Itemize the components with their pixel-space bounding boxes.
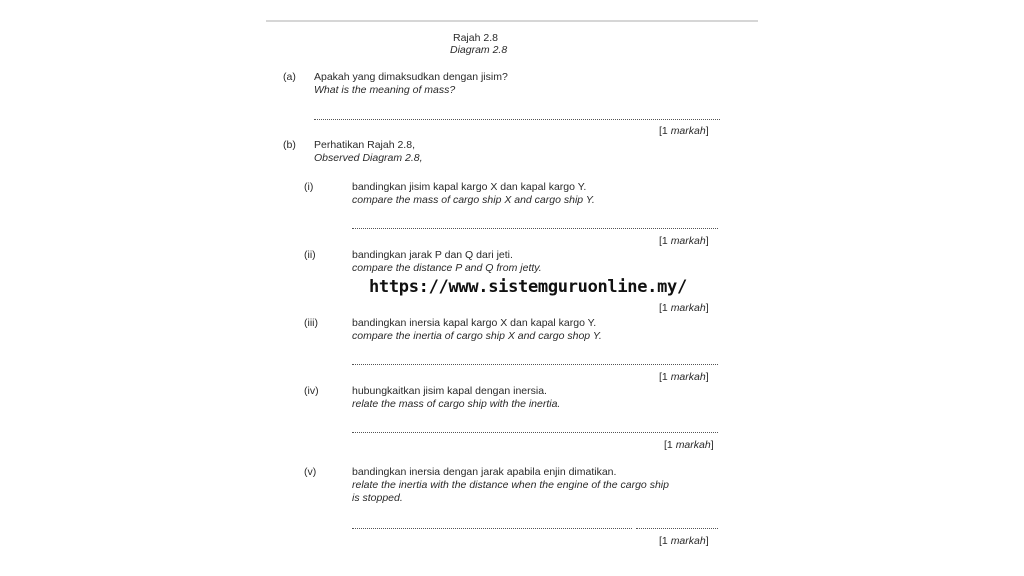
question-a-text-ms: Apakah yang dimaksudkan dengan jisim? <box>314 71 508 83</box>
question-b-ii-number: (ii) <box>304 249 316 261</box>
question-b-iii-number: (iii) <box>304 317 318 329</box>
answer-line-b-iii[interactable] <box>352 364 718 365</box>
question-b-iv-number: (iv) <box>304 385 319 397</box>
question-b-v-text-en-continued: is stopped. <box>352 492 403 504</box>
answer-line-b-i[interactable] <box>352 228 718 229</box>
question-b-iii-text-ms: bandingkan inersia kapal kargo X dan kapal kargo Y. <box>352 317 597 329</box>
question-a-text-en: What is the meaning of mass? <box>314 84 456 96</box>
marks-b-i: [1 markah] <box>659 235 709 247</box>
page-top-border <box>266 20 758 22</box>
answer-line-b-v-part2[interactable] <box>636 528 718 529</box>
marks-a: [1 markah] <box>659 125 709 137</box>
question-b-i-text-en: compare the mass of cargo ship X and cargo ship Y. <box>352 194 595 206</box>
question-b-iii-text-en: compare the inertia of cargo ship X and cargo shop Y. <box>352 330 602 342</box>
question-b-iv-text-ms: hubungkaitkan jisim kapal dengan inersia. <box>352 385 547 397</box>
answer-line-b-iv[interactable] <box>352 432 718 433</box>
marks-b-iii: [1 markah] <box>659 371 709 383</box>
question-b-i-text-ms: bandingkan jisim kapal kargo X dan kapal kargo Y. <box>352 181 587 193</box>
diagram-label-ms: Rajah 2.8 <box>453 32 498 44</box>
website-watermark: https://www.sistemguruonline.my/ <box>369 277 687 297</box>
question-b-v-text-ms: bandingkan inersia dengan jarak apabila enjin dimatikan. <box>352 466 617 478</box>
question-b-iv-text-en: relate the mass of cargo ship with the inertia. <box>352 398 561 410</box>
question-b-ii-text-ms: bandingkan jarak P dan Q dari jeti. <box>352 249 513 261</box>
question-b-text-en: Observed Diagram 2.8, <box>314 152 423 164</box>
question-b-v-number: (v) <box>304 466 317 478</box>
marks-b-ii: [1 markah] <box>659 302 709 314</box>
question-a-number: (a) <box>283 71 296 83</box>
marks-b-iv: [1 markah] <box>664 439 714 451</box>
question-b-ii-text-en: compare the distance P and Q from jetty. <box>352 262 542 274</box>
marks-b-v: [1 markah] <box>659 535 709 547</box>
answer-line-a[interactable] <box>314 119 720 120</box>
answer-line-b-v-part1[interactable] <box>352 528 632 529</box>
question-b-number: (b) <box>283 139 296 151</box>
question-b-v-text-en: relate the inertia with the distance when the engine of the cargo ship <box>352 479 669 491</box>
question-b-text-ms: Perhatikan Rajah 2.8, <box>314 139 415 151</box>
diagram-label-en: Diagram 2.8 <box>450 44 508 56</box>
question-b-i-number: (i) <box>304 181 314 193</box>
